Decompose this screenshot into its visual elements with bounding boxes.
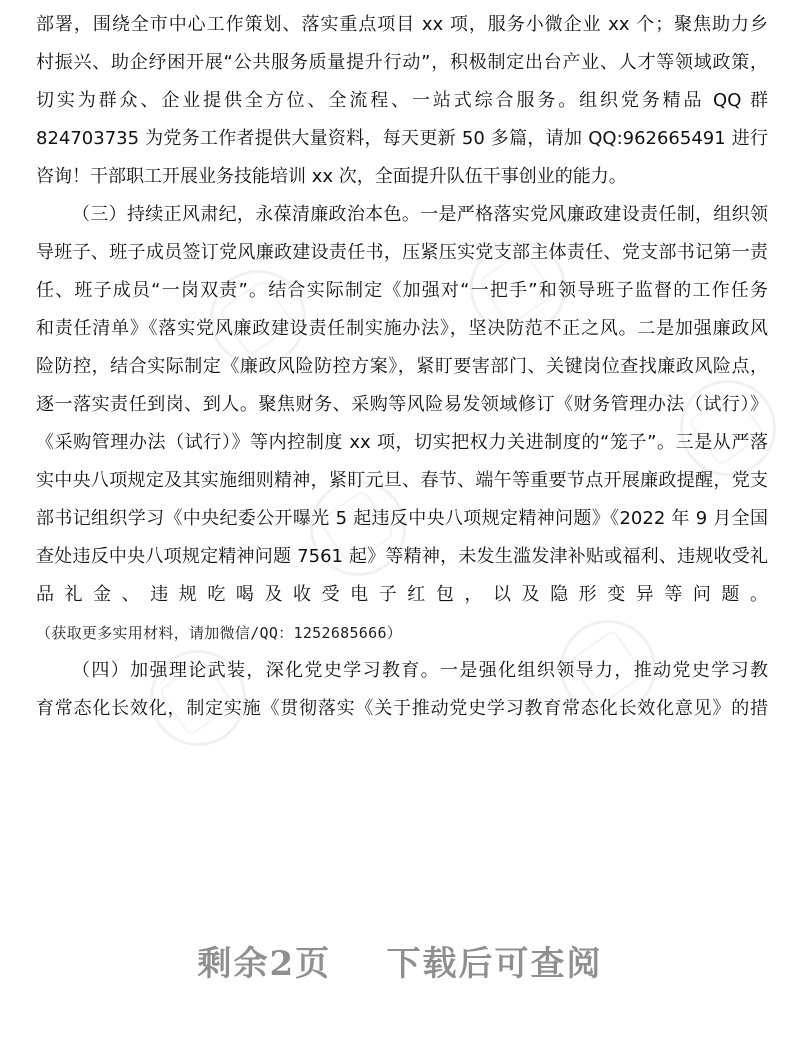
text-line: 育常态化长效化，制定实施《贯彻落实《关于推动党史学习教育常态化长效化意见》的措: [36, 698, 768, 719]
text-line: 824703735 为党务工作者提供大量资料，每天更新 50 多篇，请加 QQ:962665491 进行: [36, 128, 768, 149]
text-line: 和责任清单》《落实党风廉政建设责任制实施办法》，坚决防范不正之风。二是加强廉政风: [36, 318, 768, 339]
text-line: 咨询！干部职工开展业务技能培训 xx 次，全面提升队伍干事创业的能力。: [36, 166, 627, 187]
section-heading-line: （四）加强理论武装，深化党史学习教育。一是强化组织领导力，推动党史学习教: [72, 660, 768, 681]
text-line: 切实为群众、企业提供全方位、全流程、一站式综合服务。组织党务精品 QQ 群: [36, 90, 768, 111]
remaining-pages-notice: 剩余2页 下载后可查阅: [197, 944, 603, 984]
text-line: 《采购管理办法（试行）》等内控制度 xx 项，切实把权力关进制度的“笼子”。三是从严落: [36, 432, 768, 453]
text-line: 部署，围绕全市中心工作策划、落实重点项目 xx 项，服务小微企业 xx 个；聚焦助力乡: [36, 14, 768, 35]
section-heading-line: （三）持续正风肃纪，永葆清廉政治本色。一是严格落实党风廉政建设责任制，组织领: [72, 204, 768, 225]
text-line: 险防控，结合实际制定《廉政风险防控方案》，紧盯要害部门、关键岗位查找廉政风险点，: [36, 356, 768, 377]
text-line: 实中央八项规定及其实施细则精神，紧盯元旦、春节、端午等重要节点开展廉政提醒，党支: [36, 470, 768, 491]
text-line: 品礼金、违规吃喝及收受电子红包，以及隐形变异等问题。: [36, 584, 768, 605]
text-line: 村振兴、助企纾困开展“公共服务质量提升行动”，积极制定出台产业、人才等领域政策，: [36, 52, 768, 73]
text-line: 逐一落实责任到岗、到人。聚焦财务、采购等风险易发领域修订《财务管理办法（试行）》: [36, 394, 768, 415]
text-line: 部书记组织学习《中央纪委公开曝光 5 起违反中央八项规定精神问题》《2022 年 9 月全国: [36, 508, 768, 529]
document-body: [36, 6, 768, 728]
text-line: 查处违反中央八项规定精神问题 7561 起》等精神，未发生滥发津补贴或福利、违规收受礼: [36, 546, 768, 567]
text-line: 任、班子成员“一岗双责”。结合实际制定《加强对“一把手”和领导班子监督的工作任务: [36, 280, 768, 301]
contact-note: （获取更多实用材料，请加微信/QQ：1252685666）: [36, 624, 403, 642]
text-line: 导班子、班子成员签订党风廉政建设责任书，压紧压实党支部主体责任、党支部书记第一责: [36, 242, 768, 263]
